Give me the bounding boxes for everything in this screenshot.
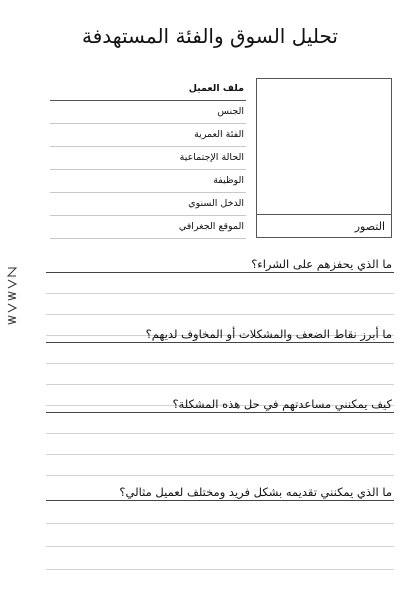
profile-field-age-group: الفئة العمرية (50, 124, 246, 147)
question-section-2 (46, 326, 394, 406)
answer-line[interactable] (46, 547, 394, 570)
answer-line[interactable] (46, 364, 394, 385)
answer-line[interactable] (46, 413, 394, 434)
answer-line[interactable] (46, 455, 394, 476)
visualization-label: التصور (354, 220, 385, 233)
visualization-divider (257, 214, 391, 215)
answer-line[interactable] (46, 524, 394, 547)
profile-field-marital-status: الحالة الإجتماعية (50, 147, 246, 170)
answer-line[interactable] (46, 434, 394, 455)
answer-line[interactable] (46, 294, 394, 315)
question-heading: ما أبرز نقاط الضعف والمشكلات أو المخاوف لديهم؟ (46, 326, 394, 343)
question-heading: ما الذي يحفزهم على الشراء؟ (46, 256, 394, 273)
answer-line[interactable] (46, 273, 394, 294)
profile-field-location: الموقع الجغرافي (50, 216, 246, 239)
visualization-box (256, 78, 392, 238)
profile-field-occupation: الوظيفة (50, 170, 246, 193)
question-section-4 (46, 484, 394, 570)
profile-field-annual-income: الدخل السنوي (50, 193, 246, 216)
profile-header: ملف العميل (50, 78, 246, 101)
question-heading: كيف يمكنني مساعدتهم في حل هذه المشكلة؟ (46, 396, 394, 413)
question-section-3 (46, 396, 394, 476)
customer-profile-table (50, 78, 246, 238)
brand-logo (6, 266, 18, 326)
brand-logo-mark (6, 266, 18, 326)
page-title: تحليل السوق والفئة المستهدفة (82, 24, 338, 48)
answer-line[interactable] (46, 343, 394, 364)
question-heading: ما الذي يمكنني تقديمه بشكل فريد ومختلف لعميل مثالي؟ (46, 484, 394, 501)
answer-line[interactable] (46, 501, 394, 524)
profile-field-gender: الجنس (50, 101, 246, 124)
question-section-1 (46, 256, 394, 336)
